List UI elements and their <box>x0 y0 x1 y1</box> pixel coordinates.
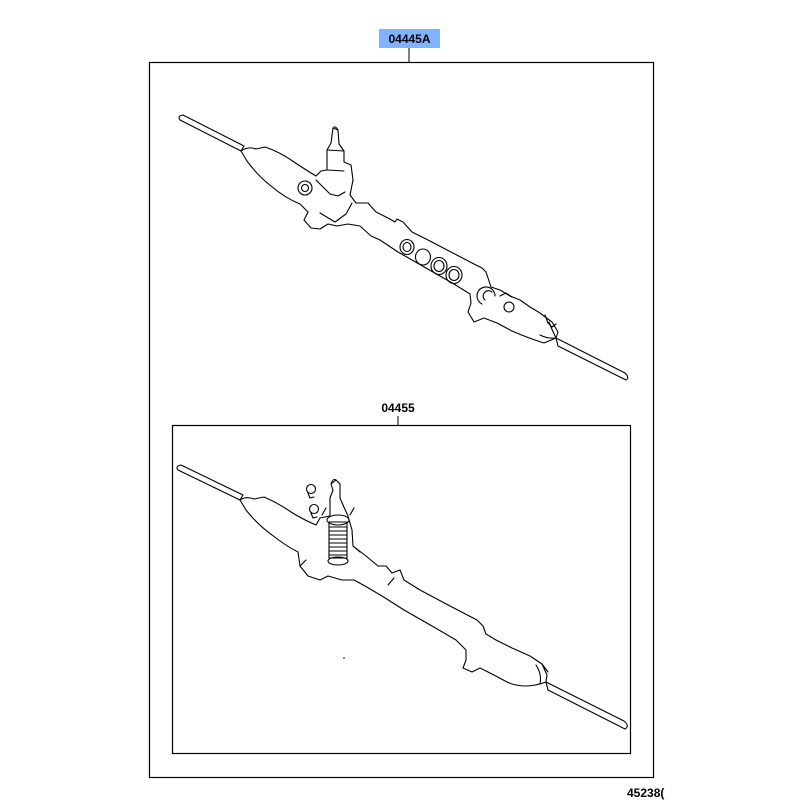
steering-rack-upper <box>179 115 628 380</box>
part-label-inner-kit[interactable]: 04455 <box>381 401 415 415</box>
small-bolts <box>307 485 319 519</box>
seal-ring-group <box>400 240 495 305</box>
stray-dot <box>343 657 345 659</box>
drawing-number: 45238( <box>627 786 665 800</box>
part-label-outer-kit[interactable]: 04445A <box>388 32 431 46</box>
outer-kit-frame <box>150 63 654 778</box>
steering-rack-lower <box>177 465 627 729</box>
inner-kit-frame <box>173 426 631 754</box>
